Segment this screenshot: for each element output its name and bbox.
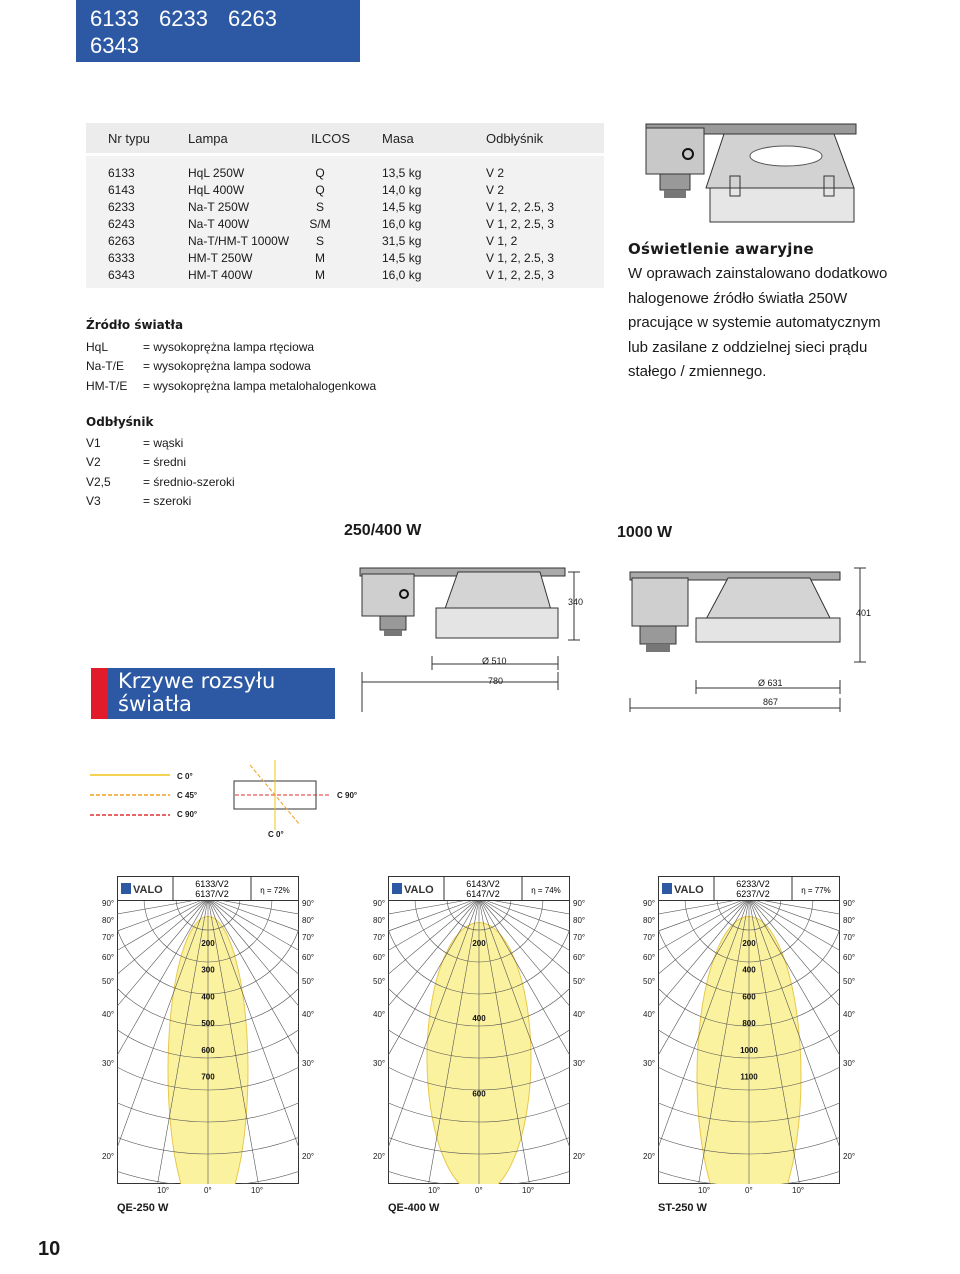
brand-label: VALO (404, 884, 434, 896)
polar-diagram (388, 876, 570, 1184)
angle-label: 60° (373, 953, 386, 962)
cell-ilcos: S (315, 200, 325, 214)
legend-desc: = średnio-szeroki (143, 474, 235, 489)
angle-label: 90° (102, 899, 115, 908)
ring-label: 600 (201, 1045, 215, 1055)
legend-item (86, 377, 376, 397)
cell-reflector: V 1, 2, 2.5, 3 (486, 268, 555, 282)
angle-label: 40° (302, 1010, 315, 1019)
cell-mass: 31,5 kg (382, 234, 422, 248)
col-header-type: Nr typu (108, 131, 150, 146)
polar-diagram-name: QE-400 W (388, 1202, 440, 1214)
col-header-ilcos: ILCOS (311, 131, 351, 146)
plane-label-c45: C 45° (177, 791, 198, 800)
ring-label: 300 (201, 965, 215, 975)
efficiency-label: η = 77% (801, 886, 831, 895)
red-accent-bar (91, 668, 108, 719)
legend-item (86, 473, 235, 493)
angle-label: 10° (157, 1186, 170, 1195)
cell-ilcos: Q (315, 183, 325, 197)
angle-label: 0° (204, 1186, 212, 1195)
angle-label: 30° (102, 1059, 115, 1068)
angle-label: 90° (643, 899, 656, 908)
angle-label: 30° (843, 1059, 856, 1068)
legend-key: HqL (86, 339, 109, 354)
angle-label: 70° (643, 933, 656, 942)
plane-box-label-c0: C 0° (268, 830, 284, 839)
valo-logo-icon (392, 883, 402, 894)
emergency-line: W oprawach zainstalowano dodatkowo (628, 265, 888, 282)
model-number: 6243 (159, 60, 208, 85)
angle-label: 40° (843, 1010, 856, 1019)
dim-diameter-left: Ø 510 (482, 656, 507, 666)
page-number: 10 (38, 1238, 61, 1260)
legend-key: V3 (86, 494, 101, 508)
efficiency-label: η = 72% (260, 886, 290, 895)
cell-lamp: HM-T 400W (188, 268, 253, 282)
cell-reflector: V 1, 2, 2.5, 3 (486, 251, 555, 265)
models-row-2 (90, 59, 360, 113)
emergency-line: stałego / zmiennego. (628, 363, 767, 380)
dim-height-left: 340 (568, 597, 584, 607)
cell-mass: 14,5 kg (382, 200, 422, 214)
emergency-line: halogenowe źródło światła 250W (628, 289, 848, 307)
legend-title: Odbłyśnik (86, 415, 154, 429)
angle-label: 50° (573, 977, 586, 986)
dim-width-left: 780 (488, 676, 504, 686)
ring-label: 200 (742, 939, 756, 948)
plane-legend (90, 760, 370, 840)
emergency-line: lub zasilane z oddzielnej sieci prądu (628, 338, 868, 356)
legend-desc: = wąski (143, 435, 184, 450)
plane-label-c0: C 0° (177, 772, 193, 781)
efficiency-label: η = 74% (531, 886, 561, 895)
angle-label: 50° (102, 977, 115, 986)
cell-type: 6133 (108, 166, 135, 180)
model-label: 6233/V2 (736, 879, 770, 889)
angle-label: 70° (102, 933, 115, 942)
cell-ilcos: S (315, 234, 325, 248)
angle-label: 10° (698, 1186, 711, 1195)
cell-ilcos: Q (315, 166, 325, 180)
cell-lamp: HM-T 250W (188, 251, 253, 265)
angle-label: 10° (428, 1186, 441, 1195)
cell-reflector: V 2 (486, 166, 505, 180)
dim-height-right: 401 (856, 608, 872, 618)
angle-label: 80° (373, 916, 386, 925)
col-header-mass: Masa (382, 131, 414, 146)
angle-label: 90° (302, 899, 315, 908)
legend-key: HM-T/E (86, 378, 128, 393)
legend-desc: = średni (143, 455, 187, 469)
cell-reflector: V 2 (486, 183, 505, 197)
table-body (86, 156, 604, 288)
angle-label: 20° (843, 1152, 856, 1161)
angle-label: 60° (843, 953, 856, 962)
emergency-line: pracujące w systemie automatycznym (628, 314, 881, 331)
cell-type: 6243 (108, 217, 135, 231)
cell-ilcos: S/M (309, 217, 331, 231)
angle-label: 90° (373, 899, 386, 908)
angle-label: 60° (573, 953, 586, 962)
model-label: 6147/V2 (466, 889, 500, 899)
legend-item (86, 338, 376, 358)
legend-item (86, 492, 235, 512)
model-number: 6143 (90, 60, 139, 85)
cell-reflector: V 1, 2, 2.5, 3 (486, 200, 555, 214)
plane-label-c90: C 90° (177, 810, 198, 819)
cell-reflector: V 1, 2, 2.5, 3 (486, 217, 555, 231)
angle-label: 80° (643, 916, 656, 925)
legend-title: Źródło światła (86, 318, 184, 332)
angle-label: 50° (643, 977, 656, 986)
table-row (86, 199, 604, 216)
emergency-title: Oświetlenie awaryjne (628, 240, 814, 258)
brand-label: VALO (674, 884, 704, 896)
legend-desc: = wysokoprężna lampa metalohalogenkowa (143, 378, 377, 393)
plane-box-label-c90: C 90° (337, 791, 358, 800)
angle-label: 70° (302, 933, 315, 942)
legend-key: V1 (86, 435, 101, 450)
model-number: 6343 (90, 33, 139, 58)
model-label: 6143/V2 (466, 879, 500, 889)
drawing-title-1000: 1000 W (617, 524, 673, 541)
section-title-box (91, 668, 335, 719)
legend-item (86, 434, 235, 454)
angle-label: 50° (302, 977, 315, 986)
emergency-lighting-section (628, 240, 928, 385)
angle-label: 90° (573, 899, 586, 908)
cell-lamp: HqL 250W (188, 166, 245, 180)
ring-label: 1000 (740, 1045, 758, 1055)
cell-type: 6263 (108, 234, 135, 248)
angle-label: 20° (373, 1152, 386, 1161)
cell-lamp: Na-T 400W (188, 217, 250, 231)
section-title: Krzywe rozsyłu światła (118, 669, 276, 716)
angle-label: 30° (302, 1059, 315, 1068)
model-number: 6233 (159, 6, 208, 31)
drawing-title-250-400: 250/400 W (344, 522, 422, 539)
angle-label: 20° (643, 1152, 656, 1161)
cell-type: 6233 (108, 200, 135, 214)
polar-diagram-name: ST-250 W (658, 1202, 707, 1214)
ring-label: 800 (742, 1019, 756, 1029)
legend-key: V2,5 (86, 474, 111, 489)
legend-key: V2 (86, 455, 101, 469)
angle-label: 30° (573, 1059, 586, 1068)
angle-label: 90° (843, 899, 856, 908)
ring-label: 700 (201, 1072, 215, 1082)
dim-width-right: 867 (763, 697, 779, 707)
angle-label: 60° (102, 953, 115, 962)
table-row (86, 165, 604, 182)
model-number: 6133 (90, 6, 139, 31)
angle-label: 50° (373, 977, 386, 986)
polar-diagram (117, 876, 299, 1184)
model-number: 6333 (228, 60, 277, 85)
angle-label: 10° (251, 1186, 264, 1195)
luminaire-illustration (636, 118, 866, 236)
model-label: 6133/V2 (195, 879, 229, 889)
models-row-1 (90, 5, 360, 59)
angle-label: 20° (302, 1152, 315, 1161)
cell-lamp: HqL 400W (188, 183, 245, 197)
angle-label: 40° (573, 1010, 586, 1019)
legend-key: Na-T/E (86, 359, 125, 373)
ring-label: 600 (742, 992, 756, 1002)
angle-label: 0° (475, 1186, 483, 1195)
angle-label: 20° (102, 1152, 115, 1161)
angle-label: 80° (573, 916, 586, 925)
ring-label: 400 (742, 965, 756, 975)
model-label: 6137/V2 (195, 889, 229, 899)
cell-reflector: V 1, 2 (486, 234, 518, 248)
valo-logo-icon (662, 883, 672, 894)
angle-label: 70° (573, 933, 586, 942)
table-row (86, 267, 604, 284)
angle-label: 30° (373, 1059, 386, 1068)
table-row (86, 233, 604, 250)
angle-label: 10° (522, 1186, 535, 1195)
cell-type: 6333 (108, 251, 135, 265)
legend-item (86, 357, 376, 377)
legend-desc: = wysokoprężna lampa rtęciowa (143, 339, 315, 354)
dimension-drawings (340, 560, 880, 720)
cell-type: 6143 (108, 183, 135, 197)
model-number: 6363 (90, 87, 139, 112)
angle-label: 40° (643, 1010, 656, 1019)
polar-diagram (658, 876, 840, 1184)
ring-label: 400 (472, 1014, 486, 1024)
valo-logo-icon (121, 883, 131, 894)
col-header-lamp: Lampa (188, 131, 228, 146)
angle-label: 70° (373, 933, 386, 942)
col-header-reflector: Odbłyśnik (486, 131, 544, 146)
emergency-text (628, 262, 928, 385)
legend-desc: = wysokoprężna lampa sodowa (143, 359, 311, 373)
angle-label: 30° (643, 1059, 656, 1068)
angle-label: 50° (843, 977, 856, 986)
cell-lamp: Na-T/HM-T 1000W (188, 234, 290, 248)
angle-label: 70° (843, 933, 856, 942)
model-label: 6237/V2 (736, 889, 770, 899)
light-source-legend (86, 316, 376, 396)
angle-label: 0° (745, 1186, 753, 1195)
cell-mass: 13,5 kg (382, 166, 422, 180)
cell-mass: 14,0 kg (382, 183, 422, 197)
model-number: 6263 (228, 6, 277, 31)
ring-label: 1100 (740, 1072, 758, 1082)
cell-lamp: Na-T 250W (188, 200, 250, 214)
table-row (86, 182, 604, 199)
cell-mass: 16,0 kg (382, 268, 422, 282)
table-header (86, 123, 604, 153)
angle-label: 80° (102, 916, 115, 925)
ring-label: 500 (201, 1019, 215, 1029)
cell-type: 6343 (108, 268, 135, 282)
ring-label: 600 (472, 1089, 486, 1099)
angle-label: 60° (302, 953, 315, 962)
ring-label: 400 (201, 992, 215, 1002)
angle-label: 20° (573, 1152, 586, 1161)
cell-ilcos: M (315, 251, 325, 265)
cell-ilcos: M (315, 268, 325, 282)
angle-label: 10° (792, 1186, 805, 1195)
polar-diagram-name: QE-250 W (117, 1202, 169, 1214)
dim-diameter-right: Ø 631 (758, 678, 783, 688)
brand-label: VALO (133, 884, 163, 896)
legend-item (86, 453, 235, 473)
angle-label: 80° (843, 916, 856, 925)
table-row (86, 250, 604, 267)
model-numbers-box (76, 0, 360, 112)
angle-label: 60° (643, 953, 656, 962)
cell-mass: 16,0 kg (382, 217, 422, 231)
legend-desc: = szeroki (143, 494, 192, 508)
ring-label: 200 (201, 939, 215, 948)
reflector-legend (86, 413, 235, 512)
angle-label: 80° (302, 916, 315, 925)
table-row (86, 216, 604, 233)
cell-mass: 14,5 kg (382, 251, 422, 265)
ring-label: 200 (472, 939, 486, 948)
angle-label: 40° (102, 1010, 115, 1019)
angle-label: 40° (373, 1010, 386, 1019)
